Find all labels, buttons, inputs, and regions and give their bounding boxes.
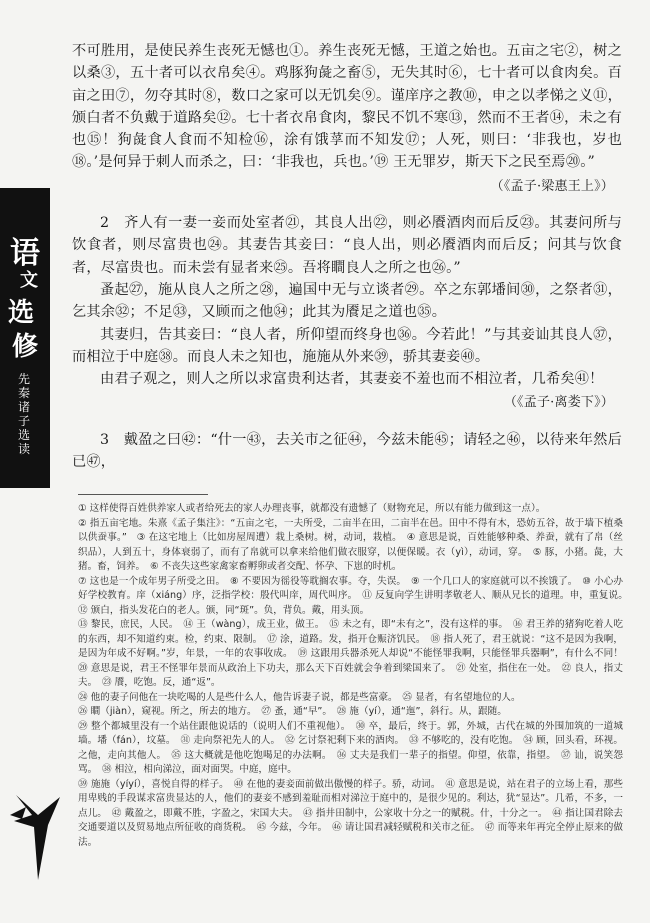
footnote-line: ㉙ 整个都城里没有一个站住跟他说话的（说明人们不重视他）。 ㉚ 卒，最后，终于。郭，外城，古代在城的外围加筑的一道城墙。墦（fán），坟墓。 ㉛ 走向祭祀先人的人。 ㉜ 乞讨祭祀剩下来的酒肉。 ㉝ 不够吃的，没有吃饱。 ㉞ 顾，回头看，环视。之他，走向其他人。 ㉟ 这大概就是他吃饱喝足的办法啊。 ㊱ 丈夫是我们一辈子的指望。仰望，依靠，指望。 ㊲ 讪，说笑怨骂。 ㊳ 相泣，相向涕泣，面对面哭。中庭，庭中。 <box>78 720 623 775</box>
footnote-line: ① 这样使得百姓供养家人或者给死去的家人办理丧事，就都没有遗憾了（财物充足，所以有能力做到这一点）。 <box>78 503 546 514</box>
source-citation-2: （《孟子·离娄下》） <box>503 395 614 411</box>
passage-2-paragraph-1: 2 齐人有一妻一妾而处室者㉑，其良人出㉒，则必餍酒肉而后反㉓。其妻问所与饮食者，则尽富贵也㉔。其妻告其妾曰：“良人出，则必餍酒肉而后反；问其与饮食者，尽富贵也。而未尝有显者来㉕。吾将瞷良人之所之也㉖。” <box>72 215 622 276</box>
passage-2-paragraph-2: 蚤起㉗，施从良人之所之㉘，遍国中无与立谈者㉙。卒之东郭墦间㉚，之祭者㉛，乞其余㉜；不足㉝，又顾而之他㉞；此其为餍足之道也㉟。 <box>72 281 622 321</box>
footnote-line: ㊴ 施施（yíyí），喜悦自得的样子。 ㊵ 在他的妻妾面前做出傲慢的样子。骄，动词。 ㊶ 意思是说，站在君子的立场上看，那些用卑贱的手段谋求富贵显达的人，他们的妻妾不感到羞耻而相对涕泣于庭中的，是很少见的。利达，犹“显达”。几希，不多，一点儿。 ㊷ 戴盈之，即戴不胜，字盈之，宋国大夫。 ㊸ 指井田制中，公家收十分之一的赋税。什，十分之一。 ㊹ 指让国君除去交通要道以及贸易地点所征收的商货税。 ㊺ 今兹，今年。 ㊻ 请让国君减轻赋税和关市之征。 ㊼ 而等来年再完全停止原来的做法。 <box>78 778 623 848</box>
footnote-separator <box>78 494 208 495</box>
passage-1: 不可胜用，是使民养生丧死无憾也①。养生丧死无憾，王道之始也。五亩之宅②，树之以桑③，五十者可以衣帛矣④。鸡豚狗彘之畜⑤，无失其时⑥，七十者可以食肉矣。百亩之田⑦，勿夺其时⑧，数口之家可以无饥矣⑨。谨庠序之教⑩，申之以孝悌之义⑪，颁白者不负戴于道路矣⑫。七十者衣帛食肉，黎民不饥不寒⑬，然而不王者⑭，未之有也⑮！狗彘食人食而不知检⑯，涂有饿莩而不知发⑰；人死，则曰：‘非我也，岁也⑱。’是何异于刺人而杀之，曰：‘非我也，兵也。’⑲ 王无罪岁，斯天下之民至焉⑳。” <box>72 43 622 171</box>
footnote-line: ⑬ 黎民，庶民，人民。 ⑭ 王（wàng），成王业，做王。 ⑮ 未之有，即“未有之”，没有这样的事。 ⑯ 君王养的猪狗吃着人吃的东西，却不知道约束。检，约束、限制。 ⑰ 涂，道路。发，指开仓赈济饥民。 ⑱ 指人死了，君王就说：“这不是因为我啊，是因为年成不好啊。”岁，年景，一年的农事收成。 ⑲ 这跟用兵器杀死人却说“不能怪罪我啊，只能怪罪兵器啊”，有什么不同！ ⑳ 意思是说，君王不怪罪年景而从政治上下功夫，那么天下百姓就会争着到梁国来了。 ㉑ 处室，指住在一处。 ㉒ 良人，指丈夫。 ㉓ 餍，吃饱。反，通“返”。 <box>78 619 633 688</box>
footnote-line: ② 指五亩宅地。朱熹《孟子集注》：“五亩之宅，一夫所受，二亩半在田，二亩半在邑。田中不得有木，恐妨五谷，故于墙下植桑以供蚕事。” ③ 在这宅地上（比如房屋周遭）栽上桑树。树，动词，栽植。 ④ 意思是说，百姓能够种桑、养蚕，就有了帛（丝织品），人到五十，身体衰弱了，而有了帛就可以拿来给他们做衣服穿，以便保暖。衣（yì），动词，穿。 ⑤ 豚，小猪。彘，大猪。畜，饲养。 ⑥ 不丧失这些家禽家畜孵卵或者交配、怀孕、下崽的时机。 <box>78 517 623 572</box>
book-title-char-4: 修 <box>11 332 38 362</box>
book-title-char-3: 选 <box>7 298 34 328</box>
main-text <box>72 40 622 473</box>
book-title-char-2: 文 <box>20 270 38 291</box>
book-title-char-1: 语 <box>10 236 40 271</box>
source-citation-1: （《孟子·梁惠王上》） <box>490 178 614 194</box>
footnote-line: ㉖ 瞷（jiàn），窥视。所之，所去的地方。 ㉗ 蚤，通“早”。 ㉘ 施（yí），通“迤”，斜行。从，跟随。 <box>78 706 507 717</box>
footnote-line: ㉔ 他的妻子问他在一块吃喝的人是些什么人，他告诉妻子说，都是些富豪。 ㉕ 显者，有名望地位的人。 <box>78 691 521 703</box>
passage-2-paragraph-3: 其妻归，告其妾曰：“良人者，所仰望而终身也㊱。今若此！”与其妾讪其良人㊲，而相泣于中庭㊳。而良人未之知也，施施从外来㊴，骄其妻妾㊵。 <box>72 326 622 365</box>
passage-2-paragraph-4: 由君子观之，则人之所以求富贵利达者，其妻妾不羞也而不相泣者，几希矣㊶！ <box>100 371 604 388</box>
section-title-vertical: 先秦诸子选读 <box>17 372 30 456</box>
ink-brush-decoration <box>8 785 68 885</box>
footnote-line: ⑦ 这也是一个成年男子所受之田。 ⑧ 不要因为徭役等耽搁农事。夺，失误。 ⑨ 一个几口人的家庭就可以不挨饿了。 ⑩ 小心办好学校教育。庠（xiáng）序，泛指学校：殷代叫庠，周代叫序。 ⑪ 反复向学生讲明孝敬老人、顺从兄长的道理。申，重复说。 ⑫ 颁白，指头发花白的老人。颁，同“斑”。负，背负。戴，用头顶。 <box>78 575 633 616</box>
footnotes <box>78 502 633 850</box>
passage-3: 3 戴盈之曰㊷：“什一㊸，去关市之征㊹，今兹未能㊺；请轻之㊻，以待来年然后已㊼， <box>72 431 622 471</box>
